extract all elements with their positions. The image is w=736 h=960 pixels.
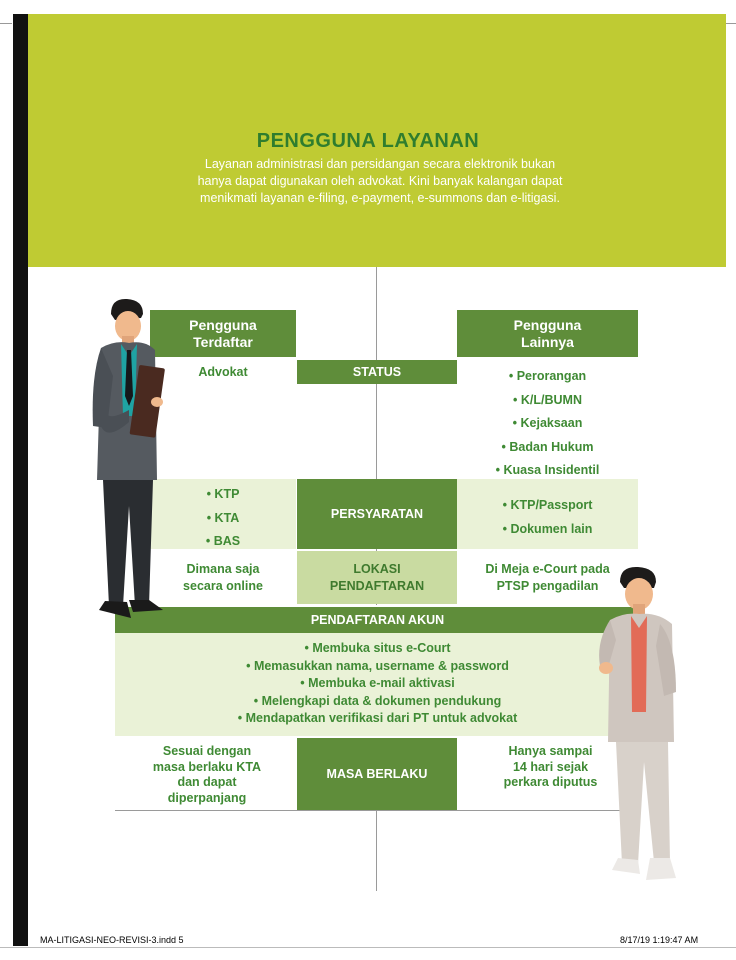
- list-item: • KTP: [150, 483, 296, 507]
- validity-right-value: Hanya sampai 14 hari sejak perkara diputus: [503, 744, 598, 789]
- center-axis-line: [376, 811, 377, 891]
- list-item: • Kuasa Insidentil: [457, 459, 638, 483]
- row-label-account-registration: PENDAFTARAN AKUN: [115, 607, 640, 633]
- list-item: • Dokumen lain: [457, 518, 638, 542]
- row-label-requirements: PERSYARATAN: [297, 479, 457, 549]
- list-item: • K/L/BUMN: [457, 389, 638, 413]
- other-user-illustration: [594, 562, 684, 897]
- crop-mark: [0, 23, 12, 24]
- table-bottom-rule: [115, 810, 640, 811]
- registered-user-illustration: [85, 296, 170, 634]
- crop-mark: [726, 23, 736, 24]
- list-item: • Badan Hukum: [457, 436, 638, 460]
- footer-file-slug: MA-LITIGASI-NEO-REVISI-3.indd 5: [40, 935, 184, 945]
- validity-left-value: Sesuai dengan masa berlaku KTA dan dapat diperpanjang: [152, 744, 262, 805]
- location-right-value: Di Meja e-Court pada PTSP pengadilan: [485, 562, 610, 593]
- crop-mark: [0, 947, 736, 948]
- list-item: • BAS: [150, 530, 296, 554]
- row-label-status: STATUS: [297, 360, 457, 384]
- row-label-location: LOKASI PENDAFTARAN: [297, 551, 457, 604]
- list-item: • KTP/Passport: [457, 494, 638, 518]
- requirements-left-list: [150, 483, 296, 554]
- page-title: PENGGUNA LAYANAN: [256, 130, 480, 152]
- list-item: • Perorangan: [457, 365, 638, 389]
- list-item: • Melengkapi data & dokumen pendukung: [115, 693, 640, 711]
- requirements-right-list: [457, 494, 638, 541]
- intro-line: Layanan administrasi dan persidangan secara elektronik bukan: [204, 157, 556, 171]
- row-label-validity: MASA BERLAKU: [297, 738, 457, 810]
- list-item: • Membuka e-mail aktivasi: [115, 675, 640, 693]
- intro-paragraph: [150, 156, 610, 207]
- footer-date-slug: 8/17/19 1:19:47 AM: [620, 935, 699, 945]
- account-registration-list: [115, 640, 640, 728]
- list-item: • Kejaksaan: [457, 412, 638, 436]
- location-left-value: Dimana saja secara online: [183, 562, 263, 593]
- column-header-others: Pengguna Lainnya: [457, 310, 638, 357]
- status-left-value: Advokat: [198, 365, 248, 379]
- page-spine-bar: [13, 14, 28, 946]
- list-item: • Mendapatkan verifikasi dari PT untuk advokat: [115, 710, 640, 728]
- list-item: • Memasukkan nama, username & password: [115, 658, 640, 676]
- intro-line: menikmati layanan e-filing, e-payment, e-summons dan e-litigasi.: [200, 191, 560, 205]
- status-right-list: [457, 365, 638, 483]
- list-item: • Membuka situs e-Court: [115, 640, 640, 658]
- intro-line: hanya dapat digunakan oleh advokat. Kini banyak kalangan dapat: [197, 174, 563, 188]
- column-header-registered: Pengguna Terdaftar: [150, 310, 296, 357]
- list-item: • KTA: [150, 507, 296, 531]
